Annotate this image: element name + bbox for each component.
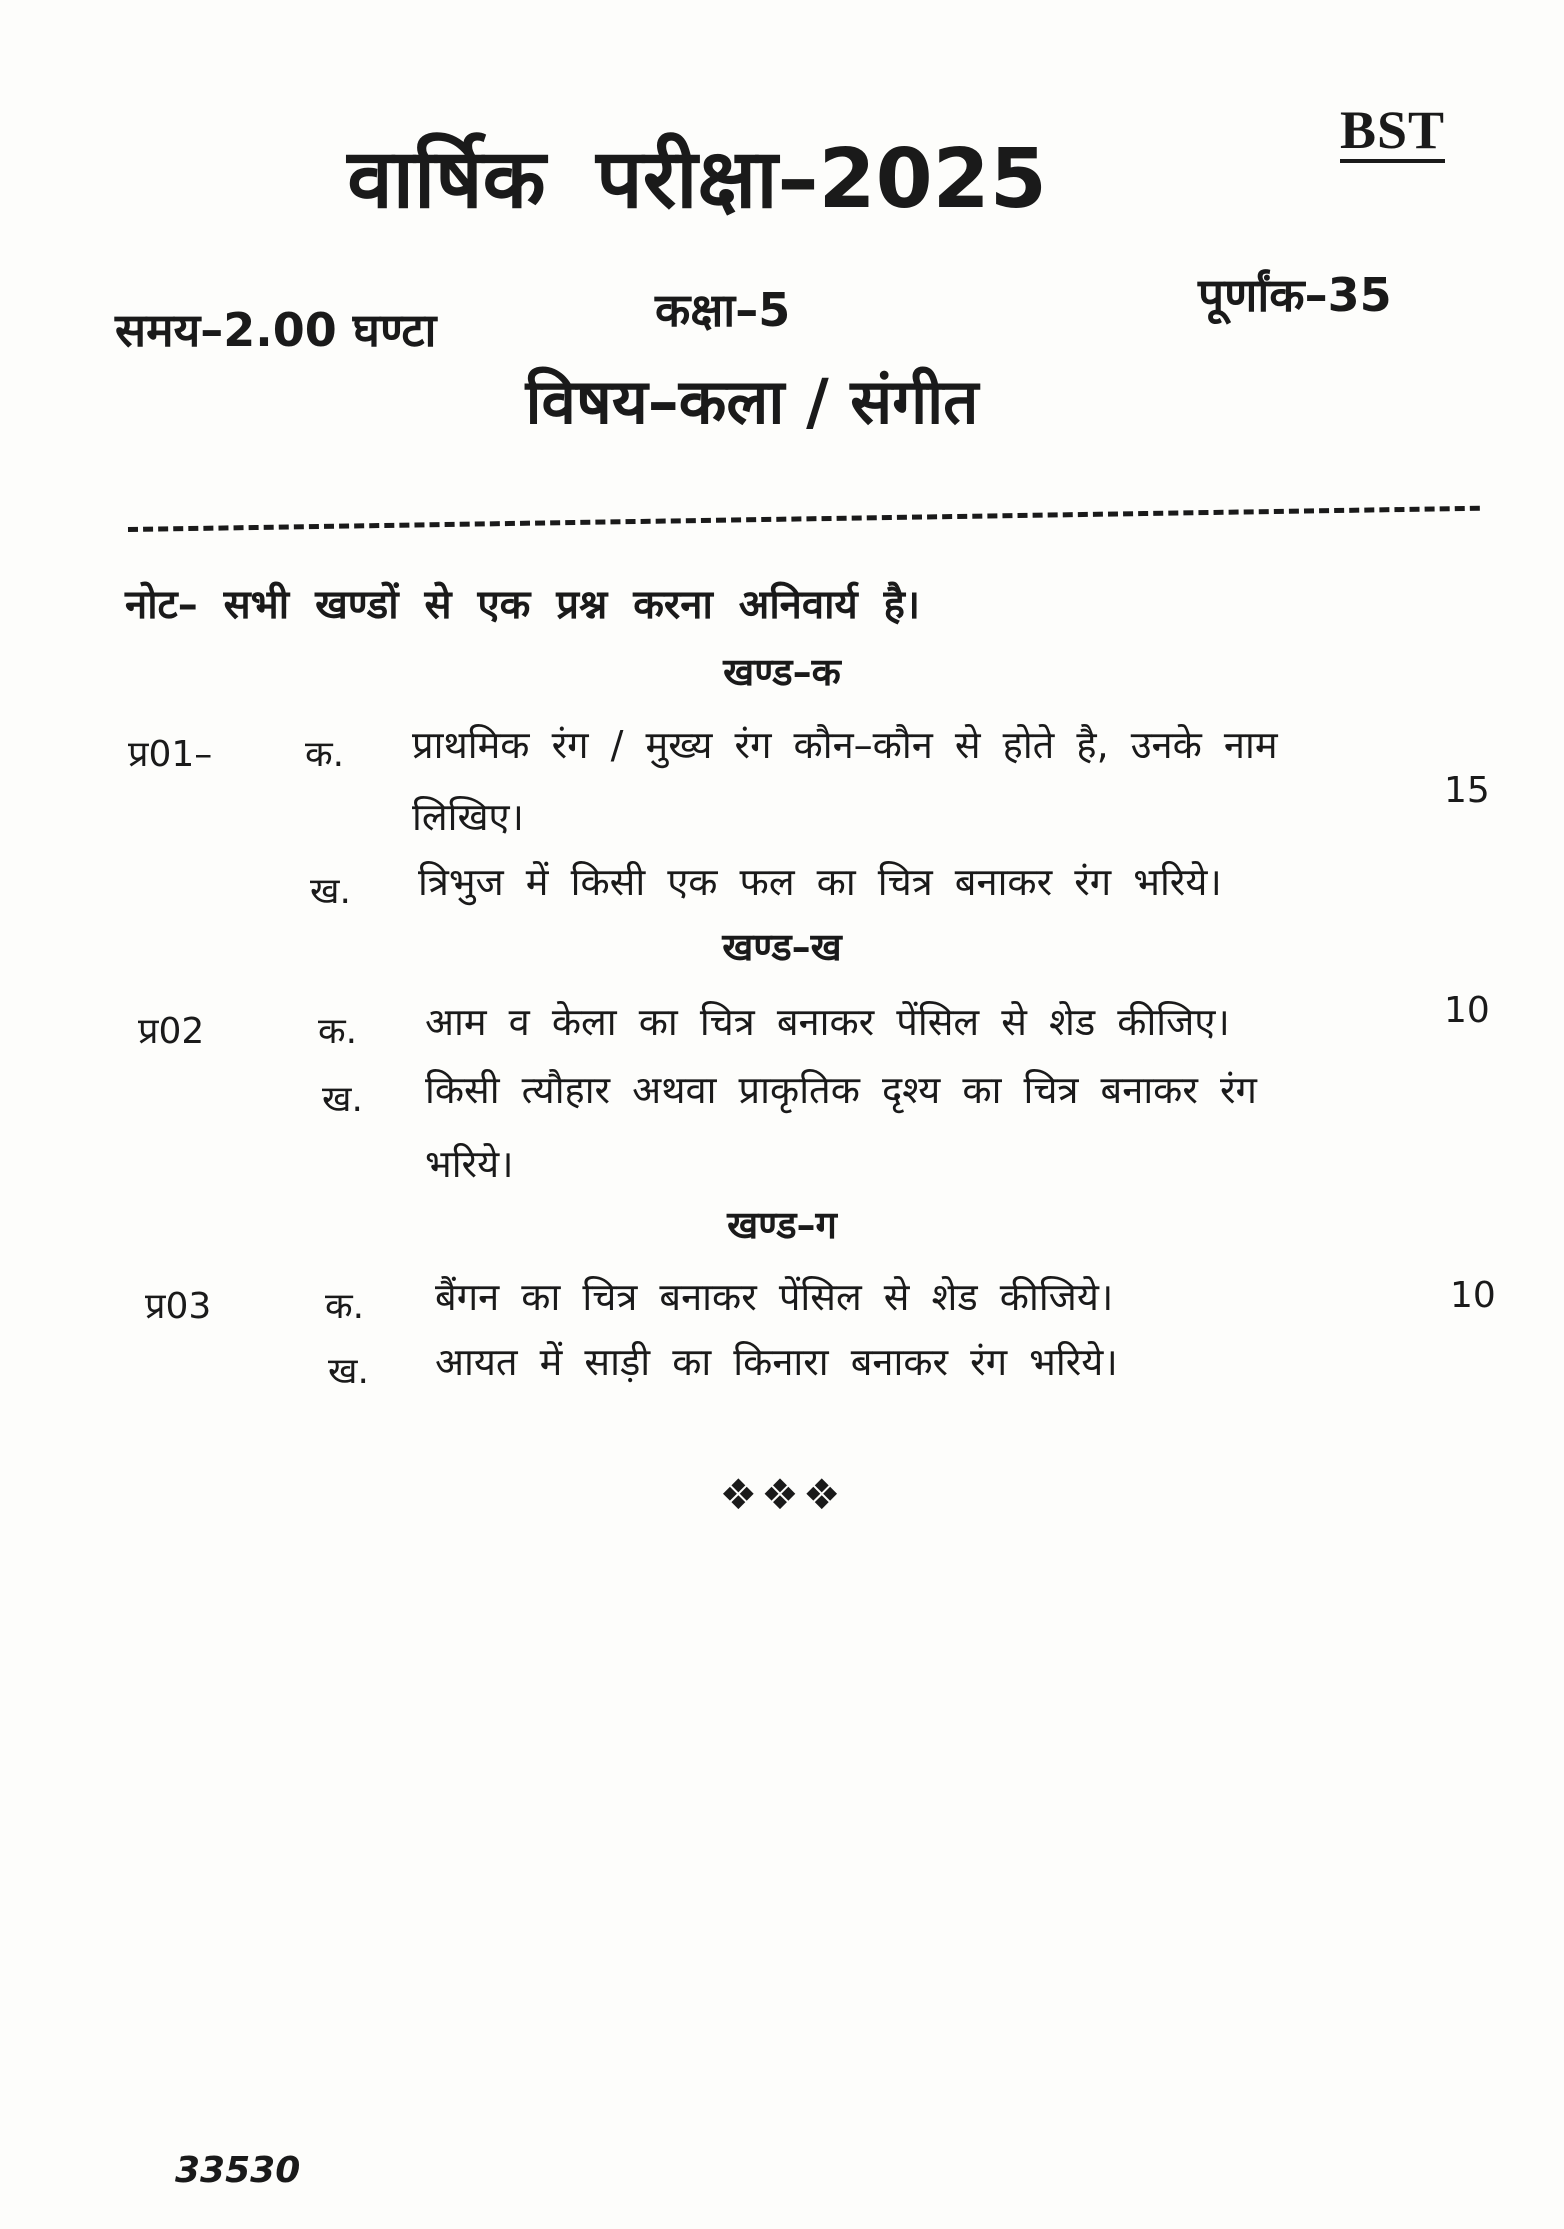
exam-class: कक्षा–5 xyxy=(655,283,791,337)
instruction-note: नोट– सभी खण्डों से एक प्रश्न करना अनिवार्य है। xyxy=(125,582,921,628)
exam-duration: समय–2.00 घण्टा xyxy=(115,303,437,357)
question-number-3: प्र03 xyxy=(145,1286,212,1327)
paper-code-badge: BST xyxy=(1340,102,1445,163)
section-heading-b: खण्ड–ख xyxy=(722,925,842,969)
question-2b-label: ख. xyxy=(322,1079,363,1120)
question-number-1: प्र01– xyxy=(128,734,213,775)
question-1-marks: 15 xyxy=(1444,770,1490,811)
question-2a-text: आम व केला का चित्र बनाकर पेंसिल से शेड कीजिए। xyxy=(425,1000,1230,1044)
question-1a-text: प्राथमिक रंग / मुख्य रंग कौन–कौन से होते है, उनके नाम xyxy=(412,723,1278,767)
question-3a-label: क. xyxy=(325,1286,365,1327)
question-3a-text: बैंगन का चित्र बनाकर पेंसिल से शेड कीजिये। xyxy=(435,1275,1114,1319)
question-3-marks: 10 xyxy=(1450,1275,1496,1316)
exam-title: वार्षिक परीक्षा–2025 xyxy=(347,132,1047,227)
footer-paper-code: 33530 xyxy=(175,2150,301,2191)
question-3b-text: आयत में साड़ी का किनारा बनाकर रंग भरिये। xyxy=(435,1340,1118,1384)
dashed-divider xyxy=(128,506,1480,532)
exam-subject: विषय–कला / संगीत xyxy=(525,365,979,438)
question-1a-label: क. xyxy=(305,734,345,775)
question-1b-text: त्रिभुज में किसी एक फल का चित्र बनाकर रंग भरिये। xyxy=(418,860,1222,904)
max-marks: पूर्णांक–35 xyxy=(1198,268,1392,322)
section-heading-c: खण्ड–ग xyxy=(727,1203,837,1247)
question-2a-label: क. xyxy=(318,1011,358,1052)
section-heading-a: खण्ड–क xyxy=(723,650,841,694)
question-1a-text-cont: लिखिए। xyxy=(412,795,524,839)
question-1b-label: ख. xyxy=(310,871,351,912)
end-ornament: ❖❖❖ xyxy=(719,1470,845,1519)
question-2b-text: किसी त्यौहार अथवा प्राकृतिक दृश्य का चित्र बनाकर रंग xyxy=(425,1068,1257,1112)
question-2-marks: 10 xyxy=(1444,990,1490,1031)
question-3b-label: ख. xyxy=(328,1351,369,1392)
question-number-2: प्र02 xyxy=(138,1011,205,1052)
question-2b-text-cont: भरिये। xyxy=(425,1142,514,1186)
